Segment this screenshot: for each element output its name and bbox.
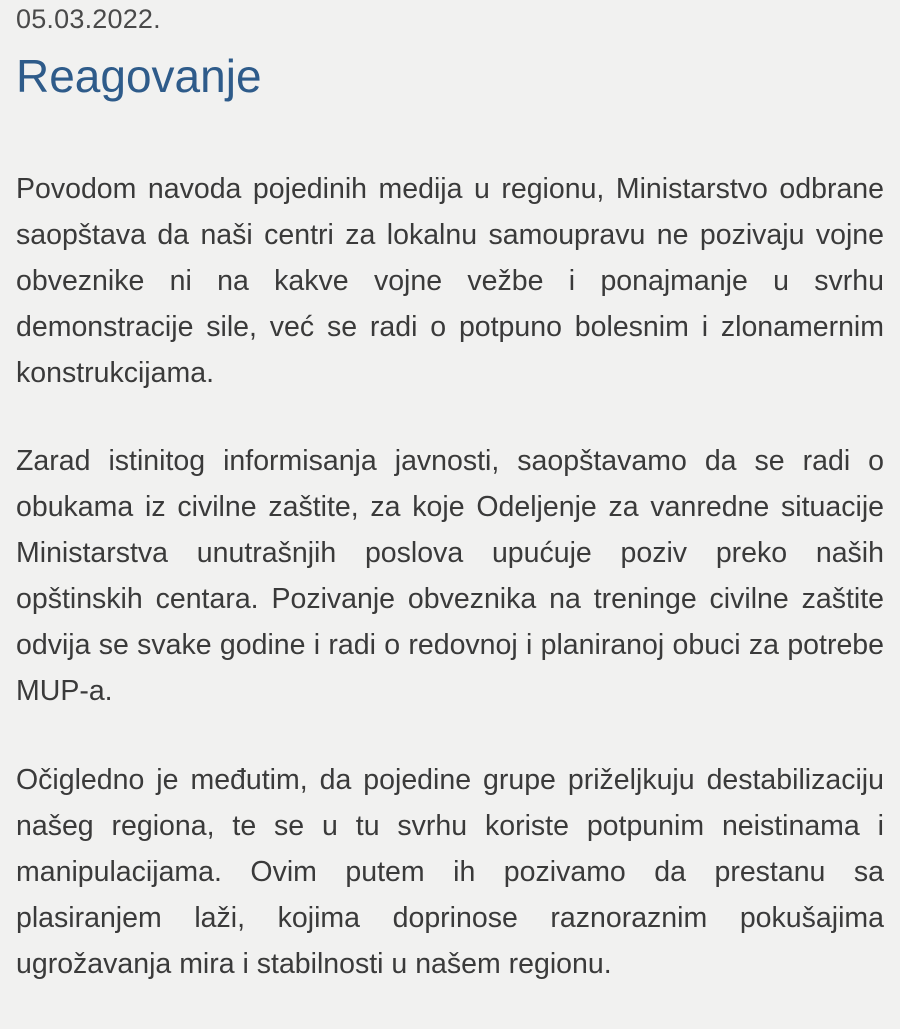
article-date: 05.03.2022.: [16, 4, 161, 34]
article-title: Reagovanje: [16, 50, 262, 102]
article-paragraph-3: Očigledno je međutim, da pojedine grupe priželjkuju destabilizaciju našeg regiona, te se u tu svrhu koriste potpunim neistinama i manipulacijama. Ovim putem ih pozivamo da prestanu sa plasiranjem laži, kojima doprinose raznoraznim pokušajima ugrožavanja mira i stabilnosti u našem regionu.: [16, 764, 884, 980]
article-paragraph-2: Zarad istinitog informisanja javnosti, saopštavamo da se radi o obukama iz civilne zaštite, za koje Odeljenje za vanredne situacije Ministarstva unutrašnjih poslova upućuje poziv preko naših opštinskih centara. Pozivanje obveznika na treninge civilne zaštite odvija se svake godine i radi o redovnoj i planiranoj obuci za potrebe MUP-a.: [16, 445, 884, 707]
article-paragraph-1: Povodom navoda pojedinih medija u regionu, Ministarstvo odbrane saopštava da naši centri za lokalnu samoupravu ne pozivaju vojne obveznike ni na kakve vojne vežbe i ponajmanje u svrhu demonstracije sile, već se radi o potpuno bolesnim i zlonamernim konstrukcijama.: [16, 173, 884, 389]
